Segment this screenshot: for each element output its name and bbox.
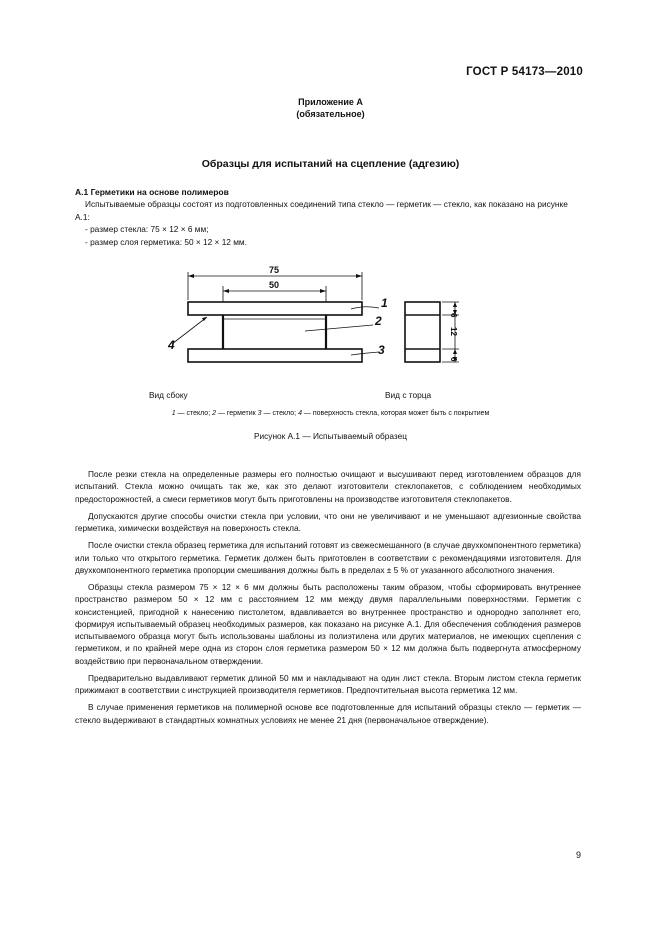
bottom-glass-side (188, 349, 362, 362)
specimen-drawing (155, 262, 495, 402)
top-glass-side (188, 302, 362, 315)
paragraph: Предварительно выдавливают герметик длиной 50 мм и накладывают на один лист стекла. Вторым листом стекла герметик прижимают в соответствии с инструкцией производителя герметиков. Предпочтительная высота герметика 12 мм. (75, 672, 581, 695)
page-title: Образцы для испытаний на сцепление (адгезию) (201, 158, 460, 170)
leader-line-1 (351, 307, 379, 309)
leader-line-2 (305, 325, 373, 331)
leader-line-3 (351, 352, 379, 355)
callout-3: 3 (378, 343, 385, 357)
end-dim-mid: 12 (449, 327, 458, 336)
dimension-label-inner: 50 (269, 280, 280, 290)
paragraph: Образцы стекла размером 75 × 12 × 6 мм должны быть расположены таким образом, чтобы сформировать внутреннее пространство размером 50 × 12 мм с расстоянием 12 мм между двумя параллельными поверхностями. Герметик с консистенцией, пригодной к нанесению пистолетом, вдавливается во внутреннее пространство и однородно заполняет его, формируя испытываемый образец необходимых размеров, как показано на рисунке А.1. Для обеспечения соблюдения размеров испытываемого образца могут быть использованы шаблоны из полиэтилена или других материалов, не имеющих сцепления с герметиком, и по крайней мере одна из сторон слоя герметика размером 50 × 12 мм должна быть подвергнута атмосферному воздействию при первоначальном отверждении. (75, 582, 581, 666)
annex-heading (0, 96, 661, 120)
bullet-item: - размер стекла: 75 × 12 × 6 мм; (85, 224, 209, 234)
document-code: ГОСТ Р 54173—2010 (466, 66, 583, 78)
end-dim-bottom: 6 (449, 357, 458, 362)
end-view-outline (405, 302, 440, 362)
section-intro (75, 198, 581, 248)
annex-title: Приложение А (298, 97, 363, 107)
end-view-label: Вид с торца (385, 390, 432, 400)
callout-1: 1 (381, 296, 388, 310)
paragraph: Допускаются другие способы очистки стекла при условии, что они не увеличивают и не уменьшают адгезионные свойства герметика, химически воздействуя на поверхность стекла. (75, 510, 581, 533)
figure-legend: 1 — стекло; 2 — герметик 3 — стекло; 4 — поверхность стекла, которая может быть с покрытием (171, 410, 490, 417)
leader-line-4 (172, 317, 207, 344)
body-text (75, 468, 581, 731)
paragraph: После резки стекла на определенные размеры его полностью очищают и высушивают перед изготовлением образцов для испытаний. Стекла можно очищать так же, как это делают изготовители стеклопакетов, с соблюдением необходимых предосторожностей, а смеси герметиков могут быть приготовлены на производстве изготовителя стеклопакетов. (75, 469, 581, 504)
page-number: 9 (575, 850, 581, 860)
paragraph: После очистки стекла образец герметика для испытаний готовят из свежесмешанного (в случае двухкомпонентного герметика) или только что открытого герметика. Герметик должен быть приготовлен в соответствии с рекомендациями изготовителя. Для двухкомпонентного герметика пропорции смешивания должны быть в пределах ± 5 % от указанного абсолютного значения. (75, 540, 581, 575)
dimension-label-overall: 75 (269, 265, 280, 275)
intro-paragraph: Испытываемые образцы состоят из подготовленных соединений типа стекло — герметик — стекло, как показано на рисунке А.1: (75, 199, 568, 222)
specimen-figure (149, 262, 495, 402)
callout-2: 2 (375, 314, 382, 328)
section-heading: А.1 Герметики на основе полимеров (75, 187, 229, 197)
bullet-item: - размер слоя герметика: 50 × 12 × 12 мм. (85, 236, 247, 247)
paragraph: В случае применения герметиков на полимерной основе все подготовленные для испытаний образцы стекло — герметик — стекло выдерживают в стандартных комнатных условиях не менее 21 дня (первоначальное отверждение). (75, 702, 581, 725)
annex-status: (обязательное) (296, 109, 365, 119)
callout-4: 4 (168, 338, 175, 352)
figure-caption: Рисунок А.1 — Испытываемый образец (253, 431, 408, 441)
side-view-label: Вид сбоку (149, 390, 188, 400)
end-dim-top: 6 (449, 313, 458, 318)
